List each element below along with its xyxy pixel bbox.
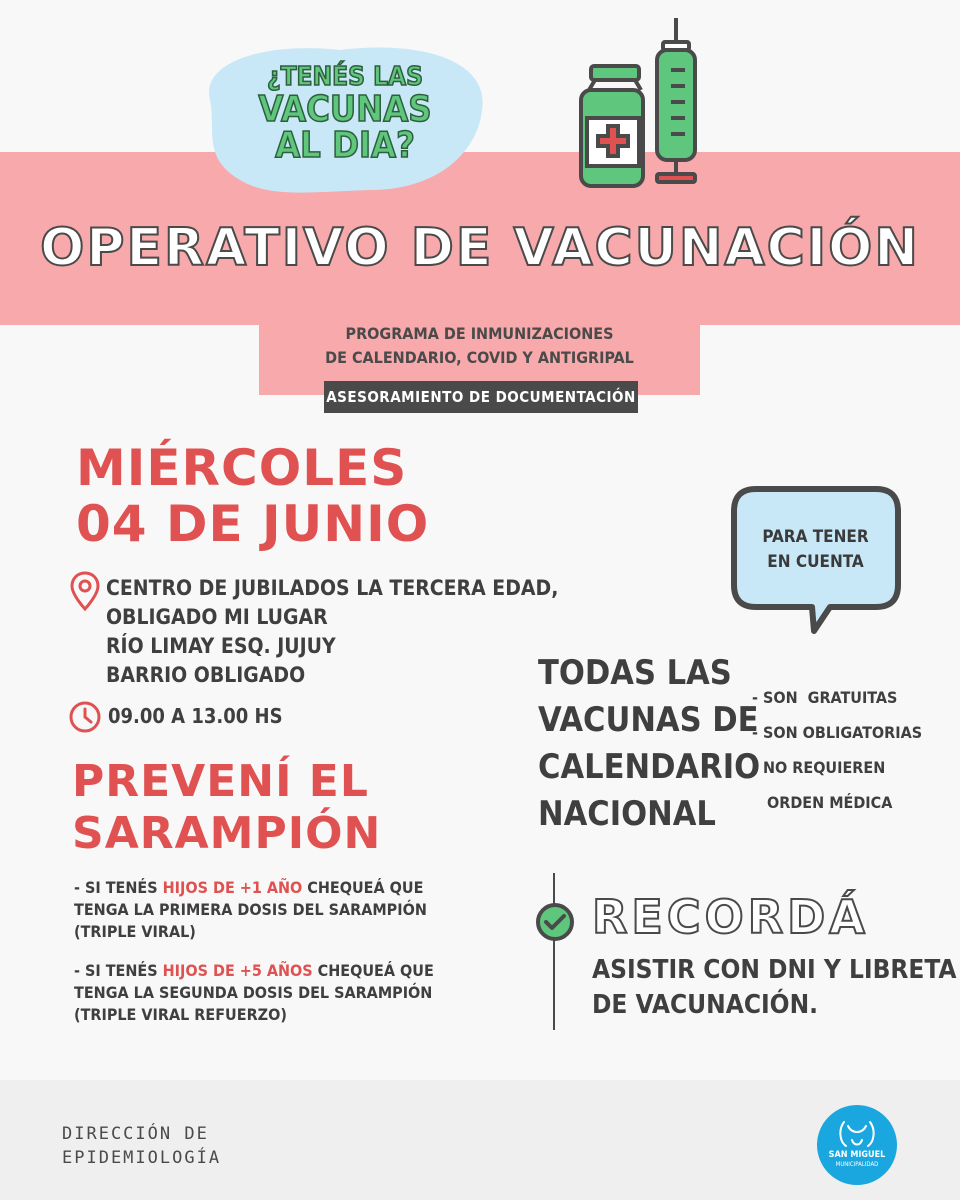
measles-bullet-1	[74, 877, 494, 943]
vaccines-title-line: NACIONAL	[538, 794, 716, 834]
vaccines-title-line: CALENDARIO	[538, 747, 761, 787]
logo-subtitle: MUNICIPALIDAD	[835, 1161, 879, 1168]
keep-in-mind-line-2: EN CUENTA	[767, 552, 864, 572]
vaccine-notes	[752, 680, 922, 820]
bullet-line: (TRIPLE VIRAL)	[74, 922, 196, 941]
syringe-icon	[657, 18, 695, 182]
date-day: 04 DE JUNIO	[76, 495, 430, 553]
bullet-line: (TRIPLE VIRAL REFUERZO)	[74, 1005, 287, 1024]
address-line: CENTRO DE JUBILADOS LA TERCERA EDAD,	[106, 576, 559, 600]
page-title: OPERATIVO DE VACUNACIÓN	[40, 218, 920, 278]
bullet-suffix: CHEQUEÁ QUE	[302, 878, 424, 897]
question-line-1: ¿TENÉS LAS	[267, 62, 423, 92]
bullet-line: TENGA LA PRIMERA DOSIS DEL SARAMPIÓN	[74, 900, 427, 919]
event-date	[76, 440, 429, 552]
vaccines-question	[220, 62, 470, 164]
address-line: OBLIGADO MI LUGAR	[106, 605, 328, 629]
date-weekday: MIÉRCOLES	[76, 439, 408, 497]
bullet-line: TENGA LA SEGUNDA DOSIS DEL SARAMPIÓN	[74, 983, 433, 1002]
department-line-2: EPIDEMIOLOGÍA	[62, 1148, 222, 1168]
measles-title-line-2: SARAMPIÓN	[72, 808, 382, 859]
department-name	[62, 1122, 221, 1170]
bullet-prefix: - SI TENÉS	[74, 961, 163, 980]
event-address	[106, 574, 558, 690]
clock-icon	[68, 700, 102, 734]
vaccine-bottle-icon	[581, 66, 643, 186]
program-description	[259, 322, 700, 370]
question-line-2: VACUNAS	[258, 89, 432, 130]
check-circle-icon	[535, 902, 575, 942]
bullet-highlight: HIJOS DE +5 AÑOS	[162, 961, 313, 980]
note-item: - NO REQUIEREN	[752, 758, 886, 777]
reminder-line-2: DE VACUNACIÓN.	[592, 990, 819, 1020]
reminder-title: RECORDÁ	[592, 890, 869, 944]
location-pin-icon	[68, 570, 102, 612]
bullet-prefix: - SI TENÉS	[74, 878, 163, 897]
bullet-suffix: CHEQUEÁ QUE	[312, 961, 434, 980]
note-item: ORDEN MÉDICA	[752, 793, 893, 812]
note-item: - SON GRATUITAS	[752, 688, 898, 707]
reminder-line-1: ASISTIR CON DNI Y LIBRETA	[592, 955, 957, 985]
address-line: BARRIO OBLIGADO	[106, 663, 306, 687]
question-line-3: AL DIA?	[275, 125, 415, 166]
keep-in-mind-line-1: PARA TENER	[762, 527, 869, 547]
keep-in-mind-label	[748, 525, 883, 575]
vaccines-title-line: VACUNAS DE	[538, 700, 759, 740]
address-line: RÍO LIMAY ESQ. JUJUY	[106, 634, 336, 658]
department-line-1: DIRECCIÓN DE	[62, 1124, 209, 1144]
event-hours: 09.00 A 13.00 HS	[108, 704, 283, 728]
reminder-text	[592, 953, 956, 1023]
national-vaccines-title	[538, 650, 760, 838]
vaccines-title-line: TODAS LAS	[538, 653, 732, 693]
program-line-1: PROGRAMA DE INMUNIZACIONES	[345, 324, 614, 343]
program-line-2: DE CALENDARIO, COVID Y ANTIGRIPAL	[325, 348, 634, 367]
measles-title	[72, 756, 381, 860]
measles-bullet-2	[74, 960, 494, 1026]
reminder-divider	[553, 873, 555, 1030]
note-item: - SON OBLIGATORIAS	[752, 723, 923, 742]
bullet-highlight: HIJOS DE +1 AÑO	[162, 878, 303, 897]
measles-title-line-1: PREVENÍ EL	[72, 756, 369, 807]
san-miguel-logo	[816, 1104, 898, 1186]
documentation-badge: ASESORAMIENTO DE DOCUMENTACIÓN	[324, 381, 638, 413]
logo-name: SAN MIGUEL	[828, 1150, 886, 1160]
vaccine-icons	[575, 14, 705, 194]
